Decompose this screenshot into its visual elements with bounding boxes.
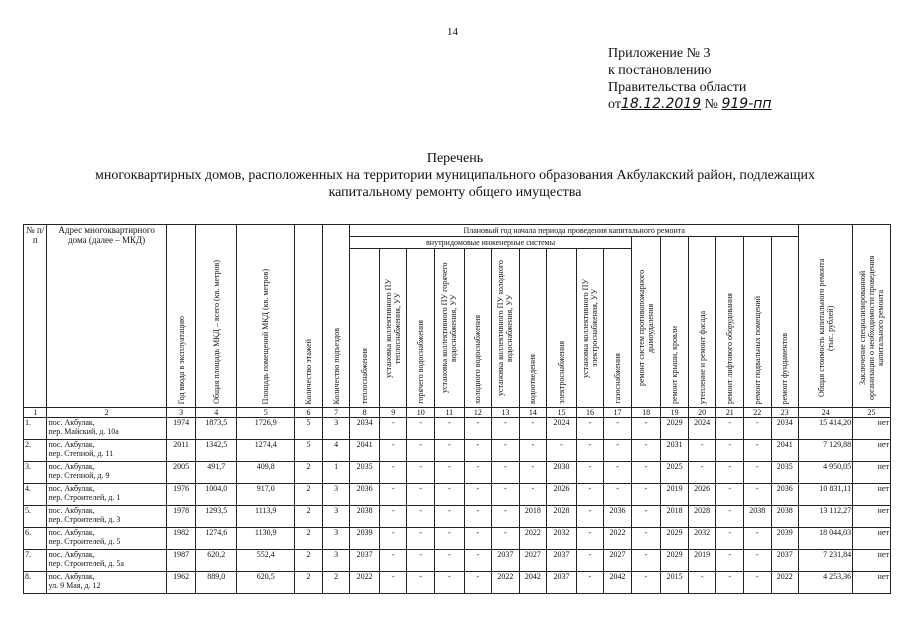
value-cell-prem: 1130,9	[237, 528, 295, 550]
value-cell-c9: -	[379, 550, 407, 572]
column-number-cell: 18	[631, 408, 661, 418]
value-cell-c19: 2029	[661, 550, 689, 572]
from-prefix: от	[608, 97, 621, 112]
value-cell-c14: -	[519, 418, 547, 440]
value-cell-c15: 2026	[547, 484, 577, 506]
column-number-cell: 24	[799, 408, 853, 418]
address-line-2: пер. Строителей, д. 5а	[48, 559, 124, 568]
value-cell-prem: 1113,9	[237, 506, 295, 528]
value-cell-c18: -	[631, 506, 661, 528]
table-row	[24, 462, 891, 484]
value-cell-c15: 2028	[547, 506, 577, 528]
col-header-fire-systems: ремонт систем противопожарного дымоудаления	[631, 237, 661, 408]
value-cell-ent: 3	[322, 418, 350, 440]
col-header-electricity: электроснабжения	[547, 249, 577, 408]
value-cell-ent: 1	[322, 462, 350, 484]
value-cell-total: 889,0	[196, 572, 237, 594]
address-line-2: пер. Степной, д. 11	[48, 449, 114, 458]
conclusion-cell: нет	[853, 506, 891, 528]
value-cell-c12: -	[464, 550, 492, 572]
column-number-cell: 12	[464, 408, 492, 418]
row-number-cell: 5.	[24, 506, 47, 528]
value-cell-c15: 2024	[547, 418, 577, 440]
value-cell-total: 1293,5	[196, 506, 237, 528]
value-cell-year: 1982	[166, 528, 196, 550]
value-cell-c16: -	[576, 484, 604, 506]
value-cell-floors: 2	[295, 572, 323, 594]
value-cell-floors: 5	[295, 418, 323, 440]
value-cell-c11: -	[434, 528, 464, 550]
value-cell-c12: -	[464, 462, 492, 484]
value-cell-c16: -	[576, 506, 604, 528]
value-cell-c14: 2027	[519, 550, 547, 572]
address-cell	[47, 572, 166, 594]
value-cell-c22: -	[743, 550, 771, 572]
column-number-cell: 4	[196, 408, 237, 418]
value-cell-c17: -	[604, 462, 632, 484]
table-row	[24, 484, 891, 506]
value-cell-c20: 2019	[688, 550, 716, 572]
value-cell-prem: 1274,4	[237, 440, 295, 462]
value-cell-c11: -	[434, 484, 464, 506]
address-line-2: пер. Строителей, д. 5	[48, 537, 121, 546]
houses-table	[23, 224, 891, 594]
value-cell-c14: 2018	[519, 506, 547, 528]
value-cell-c10: -	[407, 418, 435, 440]
col-header-cold-water: холодного водоснабжения	[464, 249, 492, 408]
value-cell-c23: 2041	[771, 440, 799, 462]
total-cost-cell: 15 414,20	[799, 418, 853, 440]
value-cell-c19: 2029	[661, 418, 689, 440]
conclusion-cell: нет	[853, 550, 891, 572]
value-cell-c18: -	[631, 528, 661, 550]
value-cell-c20: 2032	[688, 528, 716, 550]
value-cell-c17: -	[604, 484, 632, 506]
decree-date: 18.12.2019	[620, 96, 702, 112]
value-cell-prem: 552,4	[237, 550, 295, 572]
column-number-cell: 23	[771, 408, 799, 418]
value-cell-c13: -	[492, 440, 520, 462]
value-cell-c11: -	[434, 462, 464, 484]
column-number-cell: 20	[688, 408, 716, 418]
value-cell-c12: -	[464, 572, 492, 594]
value-cell-c10: -	[407, 462, 435, 484]
value-cell-c20: 2028	[688, 506, 716, 528]
value-cell-c19: 2018	[661, 506, 689, 528]
col-header-conclusion: Заключение специализированной организации о необходимости проведения капитального ремонта	[853, 225, 891, 408]
value-cell-c8: 2036	[350, 484, 380, 506]
table-row	[24, 440, 891, 462]
value-cell-c20: 2024	[688, 418, 716, 440]
column-number-row	[24, 408, 891, 418]
column-number-cell: 10	[407, 408, 435, 418]
value-cell-c11: -	[434, 418, 464, 440]
value-cell-c22: -	[743, 484, 771, 506]
address-line-1: пос. Акбулак,	[48, 440, 95, 449]
value-cell-c17: 2027	[604, 550, 632, 572]
value-cell-c23: 2035	[771, 462, 799, 484]
table-row	[24, 528, 891, 550]
column-number-cell: 13	[492, 408, 520, 418]
column-number-cell: 2	[47, 408, 166, 418]
value-cell-c23: 2036	[771, 484, 799, 506]
value-cell-c23: 2022	[771, 572, 799, 594]
column-number-cell: 7	[322, 408, 350, 418]
col-header-engineering-systems: внутридомовые инженерные системы	[350, 237, 631, 249]
row-number-cell: 1.	[24, 418, 47, 440]
value-cell-c22: -	[743, 418, 771, 440]
value-cell-c18: -	[631, 462, 661, 484]
value-cell-floors: 2	[295, 550, 323, 572]
conclusion-cell: нет	[853, 572, 891, 594]
value-cell-c17: -	[604, 418, 632, 440]
address-line-1: пос. Акбулак,	[48, 528, 95, 537]
value-cell-c21: -	[716, 550, 744, 572]
value-cell-c20: -	[688, 462, 716, 484]
value-cell-c9: -	[379, 418, 407, 440]
value-cell-c10: -	[407, 550, 435, 572]
table-row	[24, 506, 891, 528]
column-number-cell: 15	[547, 408, 577, 418]
title-line-3: капитальному ремонту общего имущества	[328, 185, 582, 200]
value-cell-c15: 2030	[547, 462, 577, 484]
value-cell-c10: -	[407, 484, 435, 506]
value-cell-c15: 2037	[547, 572, 577, 594]
table-row	[24, 572, 891, 594]
value-cell-year: 1978	[166, 506, 196, 528]
value-cell-c22: -	[743, 572, 771, 594]
conclusion-cell: нет	[853, 440, 891, 462]
value-cell-c20: -	[688, 572, 716, 594]
value-cell-year: 1987	[166, 550, 196, 572]
value-cell-c18: -	[631, 572, 661, 594]
value-cell-c8: 2034	[350, 418, 380, 440]
address-cell	[47, 528, 166, 550]
value-cell-c9: -	[379, 572, 407, 594]
value-cell-c18: -	[631, 550, 661, 572]
value-cell-c12: -	[464, 440, 492, 462]
table-row	[24, 418, 891, 440]
total-cost-cell: 7 129,88	[799, 440, 853, 462]
value-cell-c22: -	[743, 440, 771, 462]
value-cell-ent: 3	[322, 484, 350, 506]
value-cell-c18: -	[631, 418, 661, 440]
value-cell-c14: -	[519, 462, 547, 484]
value-cell-c21: -	[716, 506, 744, 528]
address-line-1: пос. Акбулак,	[48, 506, 95, 515]
value-cell-c18: -	[631, 484, 661, 506]
value-cell-c11: -	[434, 440, 464, 462]
value-cell-c17: -	[604, 440, 632, 462]
value-cell-c21: -	[716, 440, 744, 462]
address-line-2: пер. Строителей, д. 3	[48, 515, 121, 524]
value-cell-floors: 2	[295, 462, 323, 484]
title-line-2: многоквартирных домов, расположенных на территории муниципального образования Акбулакский район, подлежащих	[95, 168, 815, 183]
value-cell-c13: 2022	[492, 572, 520, 594]
value-cell-c14: -	[519, 440, 547, 462]
col-header-pu-electricity: установка коллективного ПУ электроснабжения, УУ	[576, 249, 604, 408]
value-cell-total: 1274,6	[196, 528, 237, 550]
value-cell-c15: 2032	[547, 528, 577, 550]
value-cell-year: 2011	[166, 440, 196, 462]
column-number-cell: 16	[576, 408, 604, 418]
value-cell-c8: 2038	[350, 506, 380, 528]
column-number-cell: 21	[716, 408, 744, 418]
value-cell-c20: -	[688, 440, 716, 462]
row-number-cell: 3.	[24, 462, 47, 484]
value-cell-c23: 2038	[771, 506, 799, 528]
value-cell-c16: -	[576, 418, 604, 440]
value-cell-c14: 2022	[519, 528, 547, 550]
value-cell-c21: -	[716, 418, 744, 440]
col-header-heating: теплоснабжения	[350, 249, 380, 408]
value-cell-c10: -	[407, 528, 435, 550]
value-cell-c14: -	[519, 484, 547, 506]
column-number-cell: 6	[295, 408, 323, 418]
col-header-elevator: ремонт лифтового оборудования	[716, 237, 744, 408]
col-header-total-cost: Общая стоимость капитального ремонта (тыс. рублей)	[799, 225, 853, 408]
value-cell-c15: 2037	[547, 550, 577, 572]
value-cell-prem: 917,0	[237, 484, 295, 506]
value-cell-c10: -	[407, 572, 435, 594]
column-number-cell: 14	[519, 408, 547, 418]
address-cell	[47, 506, 166, 528]
col-header-pu-cold-water: установка коллективного ПУ холодного водоснабжения, УУ	[492, 249, 520, 408]
title-line-1: Перечень	[426, 151, 484, 166]
address-line-1: пос. Акбулак,	[48, 418, 95, 427]
decree-number: 919-пп	[721, 96, 772, 112]
value-cell-c8: 2035	[350, 462, 380, 484]
col-header-premises-area: Площадь помещений МКД (кв. метров)	[237, 225, 295, 408]
column-number-cell: 9	[379, 408, 407, 418]
col-header-floors: Количество этажей	[295, 225, 323, 408]
row-number-cell: 8.	[24, 572, 47, 594]
conclusion-cell: нет	[853, 484, 891, 506]
value-cell-c9: -	[379, 462, 407, 484]
appendix-line-1: Приложение № 3	[608, 46, 711, 61]
value-cell-c12: -	[464, 528, 492, 550]
value-cell-floors: 5	[295, 440, 323, 462]
value-cell-c9: -	[379, 506, 407, 528]
page-number: 14	[447, 26, 458, 38]
value-cell-c8: 2041	[350, 440, 380, 462]
value-cell-c23: 2037	[771, 550, 799, 572]
value-cell-c11: -	[434, 550, 464, 572]
row-number-cell: 6.	[24, 528, 47, 550]
address-cell	[47, 484, 166, 506]
value-cell-c15: -	[547, 440, 577, 462]
address-line-2: пер. Строителей, д. 1	[48, 493, 121, 502]
col-header-num: № п/п	[24, 225, 47, 408]
value-cell-c23: 2039	[771, 528, 799, 550]
value-cell-c22: -	[743, 462, 771, 484]
col-header-pu-heating: установка коллективного ПУ теплоснабжения, УУ	[379, 249, 407, 408]
value-cell-c16: -	[576, 440, 604, 462]
value-cell-year: 1976	[166, 484, 196, 506]
value-cell-c13: -	[492, 484, 520, 506]
value-cell-c19: 2029	[661, 528, 689, 550]
value-cell-c19: 2019	[661, 484, 689, 506]
value-cell-prem: 409,8	[237, 462, 295, 484]
value-cell-c10: -	[407, 506, 435, 528]
value-cell-c16: -	[576, 528, 604, 550]
row-number-cell: 2.	[24, 440, 47, 462]
value-cell-year: 1962	[166, 572, 196, 594]
column-number-cell: 3	[166, 408, 196, 418]
value-cell-c12: -	[464, 484, 492, 506]
value-cell-c13: -	[492, 506, 520, 528]
value-cell-c16: -	[576, 550, 604, 572]
value-cell-c21: -	[716, 528, 744, 550]
column-number-cell: 19	[661, 408, 689, 418]
col-header-hot-water: горячего водоснабжения	[407, 249, 435, 408]
address-line-2: пер. Степной, д. 9	[48, 471, 110, 480]
value-cell-floors: 2	[295, 528, 323, 550]
value-cell-c8: 2022	[350, 572, 380, 594]
value-cell-c21: -	[716, 462, 744, 484]
col-header-roof: ремонт крыши, кровли	[661, 237, 689, 408]
value-cell-total: 1342,5	[196, 440, 237, 462]
column-number-cell: 11	[434, 408, 464, 418]
address-cell	[47, 440, 166, 462]
address-line-1: пос. Акбулак,	[48, 550, 95, 559]
value-cell-ent: 2	[322, 572, 350, 594]
value-cell-c9: -	[379, 484, 407, 506]
value-cell-c23: 2034	[771, 418, 799, 440]
value-cell-floors: 2	[295, 484, 323, 506]
value-cell-total: 1004,0	[196, 484, 237, 506]
address-line-2: пер. Майский, д. 10а	[48, 427, 119, 436]
appendix-line-2: к постановлению	[608, 63, 712, 78]
column-number-cell: 8	[350, 408, 380, 418]
value-cell-c16: -	[576, 462, 604, 484]
col-header-foundation: ремонт фундаментов	[771, 237, 799, 408]
value-cell-c19: 2025	[661, 462, 689, 484]
address-line-1: пос. Акбулак,	[48, 462, 95, 471]
value-cell-ent: 4	[322, 440, 350, 462]
value-cell-year: 2005	[166, 462, 196, 484]
column-number-cell: 17	[604, 408, 632, 418]
value-cell-c13: -	[492, 462, 520, 484]
value-cell-c19: 2031	[661, 440, 689, 462]
value-cell-ent: 3	[322, 550, 350, 572]
column-number-cell: 5	[237, 408, 295, 418]
col-header-planned-year: Плановый год начала периода проведения капитального ремонта	[350, 225, 799, 237]
address-cell	[47, 550, 166, 572]
value-cell-c21: -	[716, 572, 744, 594]
value-cell-c9: -	[379, 528, 407, 550]
conclusion-cell: нет	[853, 418, 891, 440]
row-number-cell: 4.	[24, 484, 47, 506]
value-cell-c13: -	[492, 528, 520, 550]
appendix-block	[608, 45, 772, 113]
conclusion-cell: нет	[853, 528, 891, 550]
value-cell-prem: 1726,9	[237, 418, 295, 440]
value-cell-total: 620,2	[196, 550, 237, 572]
total-cost-cell: 13 112,27	[799, 506, 853, 528]
value-cell-year: 1974	[166, 418, 196, 440]
col-header-address: Адрес многоквартирного дома (далее – МКД)	[47, 225, 166, 408]
value-cell-c22: 2038	[743, 506, 771, 528]
total-cost-cell: 10 831,11	[799, 484, 853, 506]
value-cell-c17: 2022	[604, 528, 632, 550]
value-cell-c11: -	[434, 572, 464, 594]
value-cell-c22: -	[743, 528, 771, 550]
value-cell-c13: 2037	[492, 550, 520, 572]
total-cost-cell: 18 044,03	[799, 528, 853, 550]
conclusion-cell: нет	[853, 462, 891, 484]
total-cost-cell: 4 253,36	[799, 572, 853, 594]
total-cost-cell: 7 231,84	[799, 550, 853, 572]
value-cell-c8: 2037	[350, 550, 380, 572]
address-line-1: пос. Акбулак,	[48, 484, 95, 493]
appendix-line-3: Правительства области	[608, 80, 747, 95]
document-title	[20, 150, 890, 201]
value-cell-c19: 2015	[661, 572, 689, 594]
value-cell-total: 491,7	[196, 462, 237, 484]
col-header-total-area: Общая площадь МКД – всего (кв. метров)	[196, 225, 237, 408]
total-cost-cell: 4 950,05	[799, 462, 853, 484]
address-line-2: ул. 9 Мая, д. 12	[48, 581, 101, 590]
value-cell-c14: 2042	[519, 572, 547, 594]
col-header-year-built: Год ввода в эксплуатацию	[166, 225, 196, 408]
col-header-pu-hot-water: установка коллективного ПУ горячего водоснабжения, УУ	[434, 249, 464, 408]
number-sign: №	[704, 97, 718, 112]
value-cell-c8: 2039	[350, 528, 380, 550]
value-cell-c16: -	[576, 572, 604, 594]
value-cell-c21: -	[716, 484, 744, 506]
value-cell-floors: 2	[295, 506, 323, 528]
table-row	[24, 550, 891, 572]
address-cell	[47, 418, 166, 440]
value-cell-c18: -	[631, 440, 661, 462]
value-cell-prem: 620,5	[237, 572, 295, 594]
col-header-sewerage: водоотведения	[519, 249, 547, 408]
row-number-cell: 7.	[24, 550, 47, 572]
value-cell-c12: -	[464, 418, 492, 440]
value-cell-ent: 3	[322, 506, 350, 528]
value-cell-total: 1873,5	[196, 418, 237, 440]
col-header-gas: газоснабжения	[604, 249, 632, 408]
value-cell-c11: -	[434, 506, 464, 528]
col-header-entrances: Количество подъездов	[322, 225, 350, 408]
appendix-line-4	[608, 96, 772, 113]
address-cell	[47, 462, 166, 484]
value-cell-ent: 3	[322, 528, 350, 550]
value-cell-c20: 2026	[688, 484, 716, 506]
column-number-cell: 1	[24, 408, 47, 418]
value-cell-c13: -	[492, 418, 520, 440]
value-cell-c17: 2036	[604, 506, 632, 528]
value-cell-c17: 2042	[604, 572, 632, 594]
col-header-facade: утепление и ремонт фасада	[688, 237, 716, 408]
column-number-cell: 22	[743, 408, 771, 418]
address-line-1: пос. Акбулак,	[48, 572, 95, 581]
column-number-cell: 25	[853, 408, 891, 418]
value-cell-c10: -	[407, 440, 435, 462]
col-header-basement: ремонт подвальных помещений	[743, 237, 771, 408]
value-cell-c12: -	[464, 506, 492, 528]
value-cell-c9: -	[379, 440, 407, 462]
